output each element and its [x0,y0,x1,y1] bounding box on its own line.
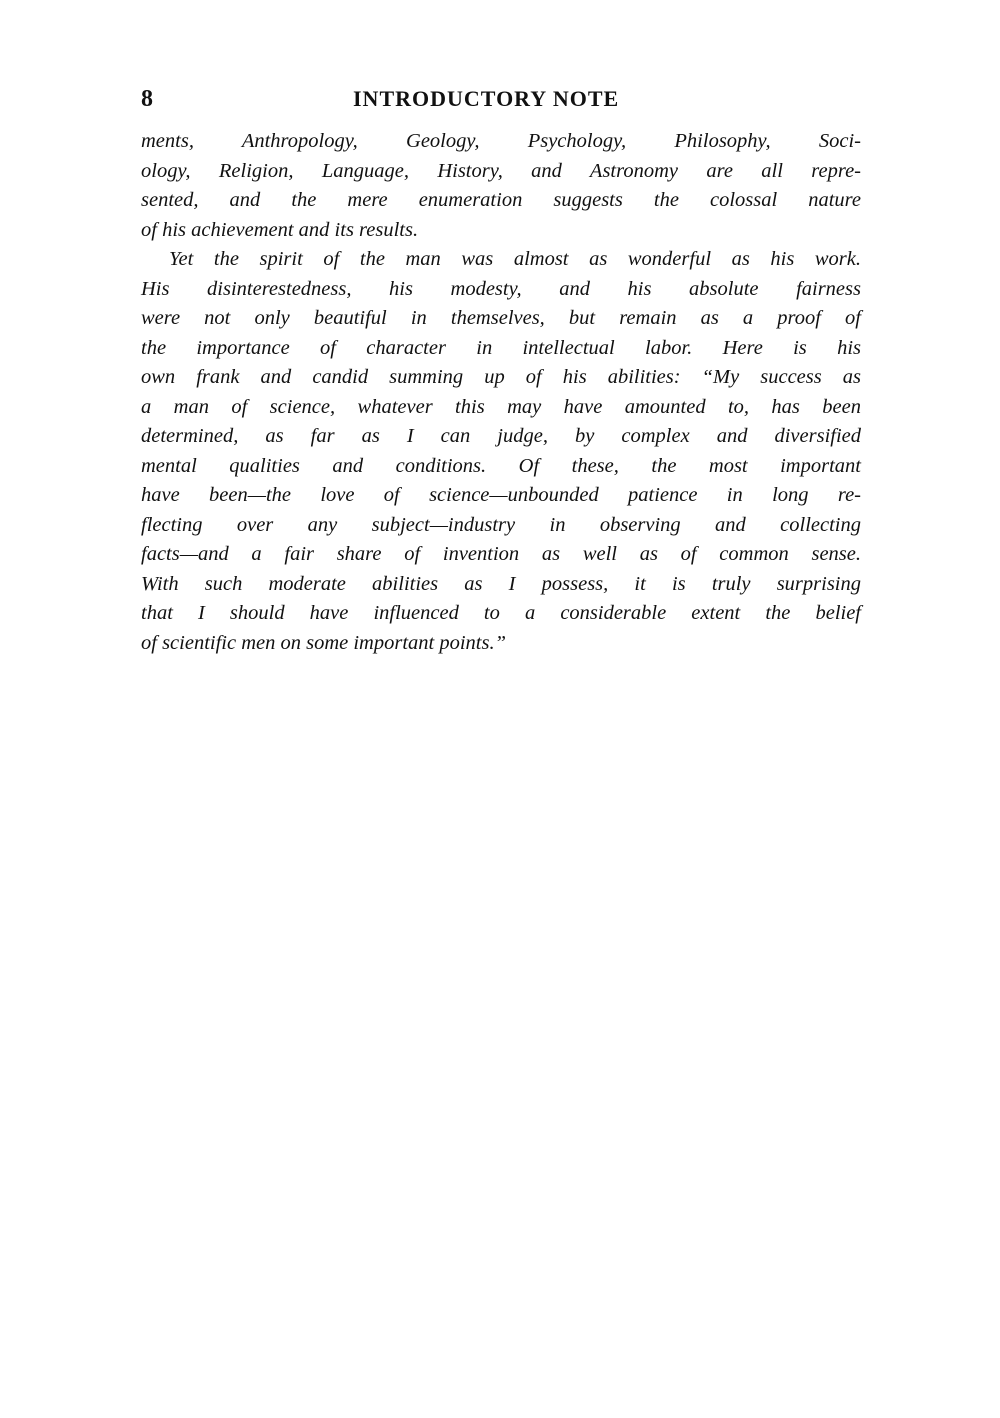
text-line: have been—the love of science—unbounded patience in long re- [141,484,861,506]
running-head: INTRODUCTORY NOTE [353,86,620,111]
text-line: ments, Anthropology, Geology, Psychology, Philosophy, Soci- [141,130,861,152]
text-line: that I should have influenced to a considerable extent the belief [141,602,861,624]
text-line: flecting over any subject—industry in observing and collecting [141,513,861,536]
text-line: facts—and a fair share of invention as well as of common sense. [141,543,861,565]
paragraph-1 [141,127,861,245]
text-line: determined, as far as I can judge, by complex and diversified [141,425,861,447]
text-line: own frank and candid summing up of his abilities: “My success as [141,366,861,388]
text-line: His disinterestedness, his modesty, and his absolute fairness [141,277,861,300]
text-line: With such moderate abilities as I possess, it is truly surprising [141,572,861,595]
page-number: 8 [141,86,153,112]
text-line: Yet the spirit of the man was almost as wonderful as his work. [169,248,861,270]
text-line: of scientific men on some important points.” [141,631,506,654]
text-line: were not only beautiful in themselves, but remain as a proof of [141,307,861,329]
text-line: mental qualities and conditions. Of these, the most important [141,454,861,477]
text-line: ology, Religion, Language, History, and Astronomy are all repre- [141,159,861,182]
body-text [141,127,861,658]
text-line: sented, and the mere enumeration suggests the colossal nature [141,189,861,211]
page-header [141,82,861,116]
text-line: of his achievement and its results. [141,218,419,241]
text-line: the importance of character in intellectual labor. Here is his [141,336,861,359]
text-line: a man of science, whatever this may have amounted to, has been [141,395,861,418]
paragraph-2 [141,245,861,658]
